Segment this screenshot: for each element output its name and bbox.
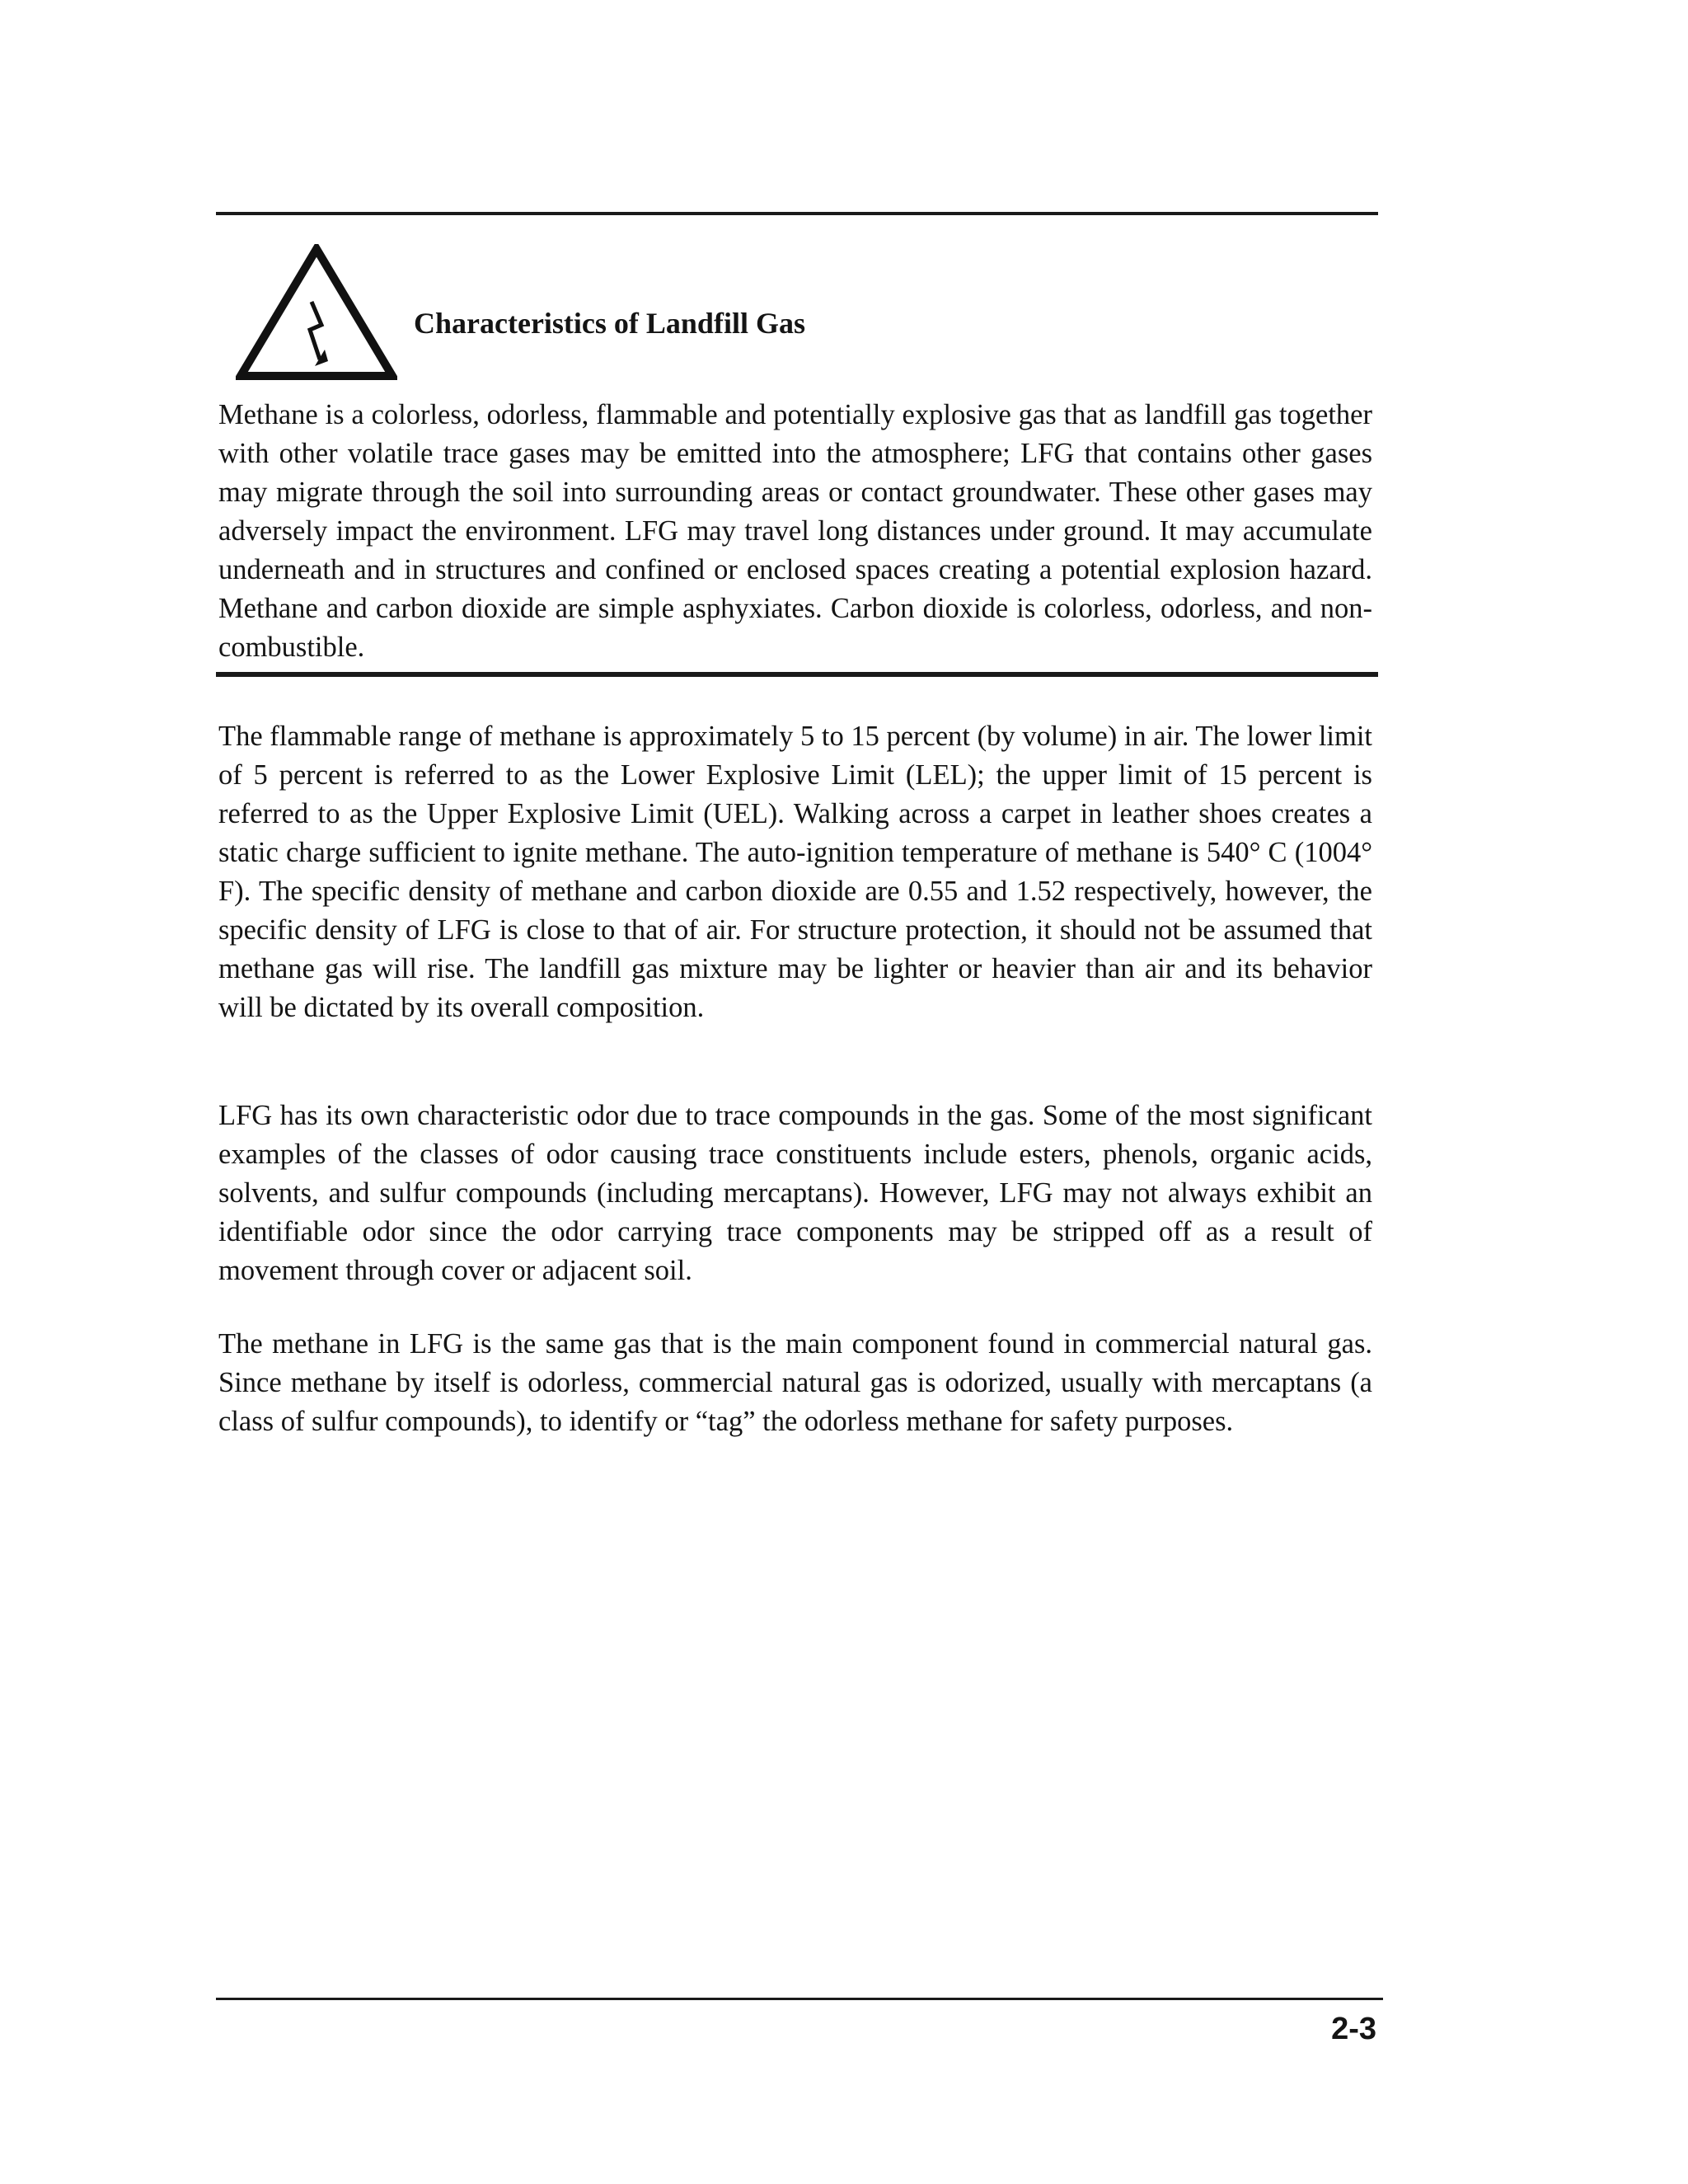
callout-text: Methane is a colorless, odorless, flammable and potentially explosive gas that as landfill gas together with other volatile trace gases may be emitted into the atmosphere; LFG that contains other gases may migrate through the soil into surrounding areas or contact groundwater. These other gases may adversely impact the environment. LFG may travel long distances under ground. It may accumulate underneath and in structures and confined or enclosed spaces creating a potential explosion hazard. Methane and carbon dioxide are simple asphyxiates. Carbon dioxide is colorless, odorless, and non-combustible. xyxy=(218,399,1372,663)
high-voltage-warning-icon xyxy=(236,244,397,381)
body-paragraph: The flammable range of methane is approximately 5 to 15 percent (by volume) in air. The lower limit of 5 percent is referred to as the Lower Explosive Limit (LEL); the upper limit of 15 percent is referred to as the Upper Explosive Limit (UEL). Walking across a carpet in leather shoes creates a static charge sufficient to ignite methane. The auto-ignition temperature of methane is 540° C (1004° F). The specific density of methane and carbon dioxide are 0.55 and 1.52 respectively, however, the specific density of LFG is close to that of air. For structure protection, it should not be assumed that methane gas will rise. The landfill gas mixture may be lighter or heavier than air and its behavior will be dictated by its overall composition. xyxy=(218,721,1373,1023)
callout-heading: Characteristics of Landfill Gas xyxy=(414,307,805,340)
callout-bottom-rule xyxy=(216,672,1378,677)
body-paragraph: The methane in LFG is the same gas that is the main component found in commercial natural gas. Since methane by itself is odorless, commercial natural gas is odorized, usually with mercaptans (a class of sulfur compounds), to identify or “tag” the odorless methane for safety purposes. xyxy=(218,1328,1372,1437)
page-number: 2-3 xyxy=(1331,2012,1376,2046)
top-rule xyxy=(216,212,1378,215)
footer-rule xyxy=(216,1998,1383,2000)
body-paragraph: LFG has its own characteristic odor due to trace compounds in the gas. Some of the most significant examples of the classes of odor causing trace constituents include esters, phenols, organic acids, solvents, and sulfur compounds (including mercaptans). However, LFG may not always exhibit an identifiable odor since the odor carrying trace components may be stripped off as a result of movement through cover or adjacent soil. xyxy=(218,1100,1372,1286)
